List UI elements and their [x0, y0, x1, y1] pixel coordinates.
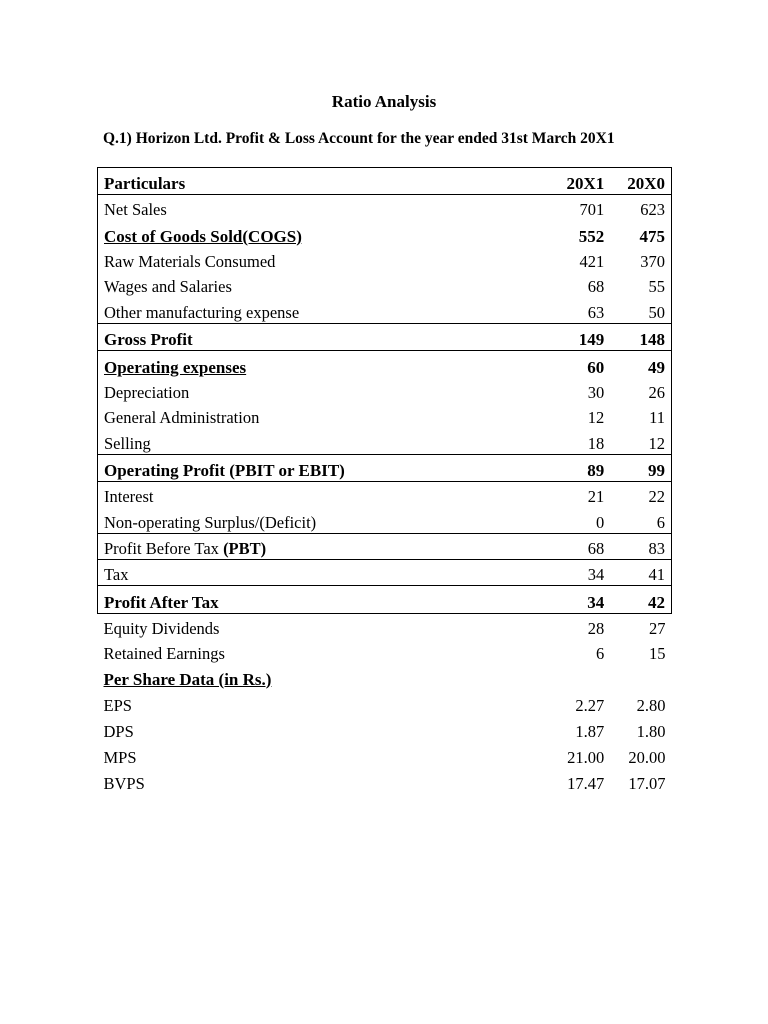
table-row-mps: [98, 742, 672, 768]
row-value-20x0: 148: [610, 323, 671, 351]
row-value-20x1: 12: [587, 408, 605, 428]
row-label: Depreciation: [98, 378, 536, 403]
table-row-wages: [98, 272, 672, 297]
table-row-profit-after-tax: [98, 586, 672, 614]
row-label: Operating Profit (PBIT or EBIT): [98, 454, 536, 482]
row-value-20x0: 11: [610, 403, 671, 428]
pbt-abbrev: (PBT): [223, 538, 267, 558]
table-row-general-administration: [98, 403, 672, 428]
row-value-20x1: 63: [535, 297, 610, 323]
table-row-net-sales: [98, 195, 672, 221]
row-value-20x0: 17.07: [628, 773, 666, 793]
row-value-20x0: 55: [610, 272, 671, 297]
row-value-20x1: 2.27: [575, 695, 605, 715]
row-label: [98, 533, 536, 559]
row-label: Profit After Tax: [98, 586, 536, 614]
row-label: BVPS: [103, 773, 145, 793]
row-value-20x0: 83: [610, 533, 671, 559]
row-value-20x0: 1.80: [636, 721, 666, 741]
row-label: Cost of Goods Sold(COGS): [98, 220, 536, 247]
page-title: Ratio Analysis: [331, 92, 437, 111]
row-value-20x0: 50: [610, 297, 671, 323]
table-row-selling: [98, 428, 672, 454]
table-row-retained-earnings: [98, 639, 672, 664]
row-value-20x0: 41: [610, 559, 671, 585]
row-value-20x1: 60: [587, 357, 605, 377]
table-row-interest: [98, 482, 672, 508]
row-label: Net Sales: [98, 195, 536, 221]
row-value-20x1: 21: [587, 487, 605, 507]
table-row-operating-profit: [98, 454, 672, 482]
row-value-20x0: 20.00: [628, 747, 666, 767]
row-value-20x1: 6: [595, 644, 605, 664]
row-label: Raw Materials Consumed: [98, 247, 536, 272]
row-value-20x1: 1.87: [575, 721, 605, 741]
pbt-label-text: Profit Before Tax: [104, 538, 224, 558]
row-label: Equity Dividends: [103, 619, 220, 639]
table-row-raw-materials: [98, 247, 672, 272]
row-value-20x0: 475: [610, 220, 671, 247]
table-row-bvps: [98, 768, 672, 794]
header-20x1: 20X1: [535, 168, 610, 195]
profit-loss-table: [97, 167, 672, 794]
row-value-20x1: 89: [535, 454, 610, 482]
row-value-20x1: 68: [535, 533, 610, 559]
row-value-20x0: [610, 664, 671, 689]
table-row-non-operating: [98, 507, 672, 533]
row-value-20x1: 68: [587, 277, 605, 297]
row-value-20x1: 552: [578, 226, 605, 246]
table-row-per-share-heading: [98, 664, 672, 689]
row-value-20x1: 0: [535, 507, 610, 533]
table-row-eps: [98, 690, 672, 716]
row-label: Gross Profit: [98, 323, 536, 351]
row-value-20x0: 12: [610, 428, 671, 454]
table-row-gross-profit: [98, 323, 672, 351]
row-label: General Administration: [98, 403, 536, 428]
row-value-20x1: 18: [535, 428, 610, 454]
row-label: Wages and Salaries: [98, 272, 536, 297]
header-20x0: 20X0: [610, 168, 671, 195]
section-heading: Per Share Data (in Rs.): [103, 669, 272, 689]
row-label: Other manufacturing expense: [98, 297, 536, 323]
row-value-20x0: 15: [649, 644, 666, 664]
row-value-20x0: 42: [610, 586, 671, 614]
row-label: Operating expenses: [98, 351, 536, 378]
row-label: Non-operating Surplus/(Deficit): [98, 507, 536, 533]
row-label: Tax: [98, 559, 536, 585]
row-label: EPS: [103, 695, 132, 715]
row-label: DPS: [103, 721, 134, 741]
row-label: MPS: [103, 747, 137, 767]
header-particulars: Particulars: [98, 168, 536, 195]
row-value-20x1: 34: [535, 586, 610, 614]
row-value-20x1: 28: [587, 619, 605, 639]
row-value-20x0: 22: [610, 482, 671, 508]
row-value-20x1: 701: [579, 200, 605, 220]
row-value-20x1: 34: [535, 559, 610, 585]
question-heading: Q.1) Horizon Ltd. Profit & Loss Account for the year ended 31st March 20X1: [103, 130, 615, 147]
row-value-20x0: 99: [610, 454, 671, 482]
row-value-20x1: 421: [579, 252, 605, 272]
row-value-20x0: 2.80: [636, 695, 666, 715]
table-row-dps: [98, 716, 672, 742]
row-value-20x1: 149: [535, 323, 610, 351]
row-value-20x1: [535, 664, 610, 689]
row-value-20x0: 6: [610, 507, 671, 533]
row-value-20x1: 17.47: [567, 773, 605, 793]
row-value-20x0: 370: [610, 247, 671, 272]
table-row-other-manufacturing: [98, 297, 672, 323]
row-value-20x0: 27: [649, 619, 666, 639]
table-row-pbt: [98, 533, 672, 559]
table-row-operating-expenses: [98, 351, 672, 378]
row-label: Selling: [98, 428, 536, 454]
table-row-tax: [98, 559, 672, 585]
table-header-row: [98, 168, 672, 195]
table-row-depreciation: [98, 378, 672, 403]
row-label: Interest: [98, 482, 536, 508]
row-value-20x1: 30: [587, 382, 605, 402]
row-value-20x0: 623: [610, 195, 671, 221]
row-label: Retained Earnings: [103, 644, 225, 664]
row-value-20x1: 21.00: [567, 747, 605, 767]
table-row-cogs: [98, 220, 672, 247]
row-value-20x0: 49: [610, 351, 671, 378]
table-row-equity-dividends: [98, 613, 672, 639]
row-value-20x0: 26: [610, 378, 671, 403]
